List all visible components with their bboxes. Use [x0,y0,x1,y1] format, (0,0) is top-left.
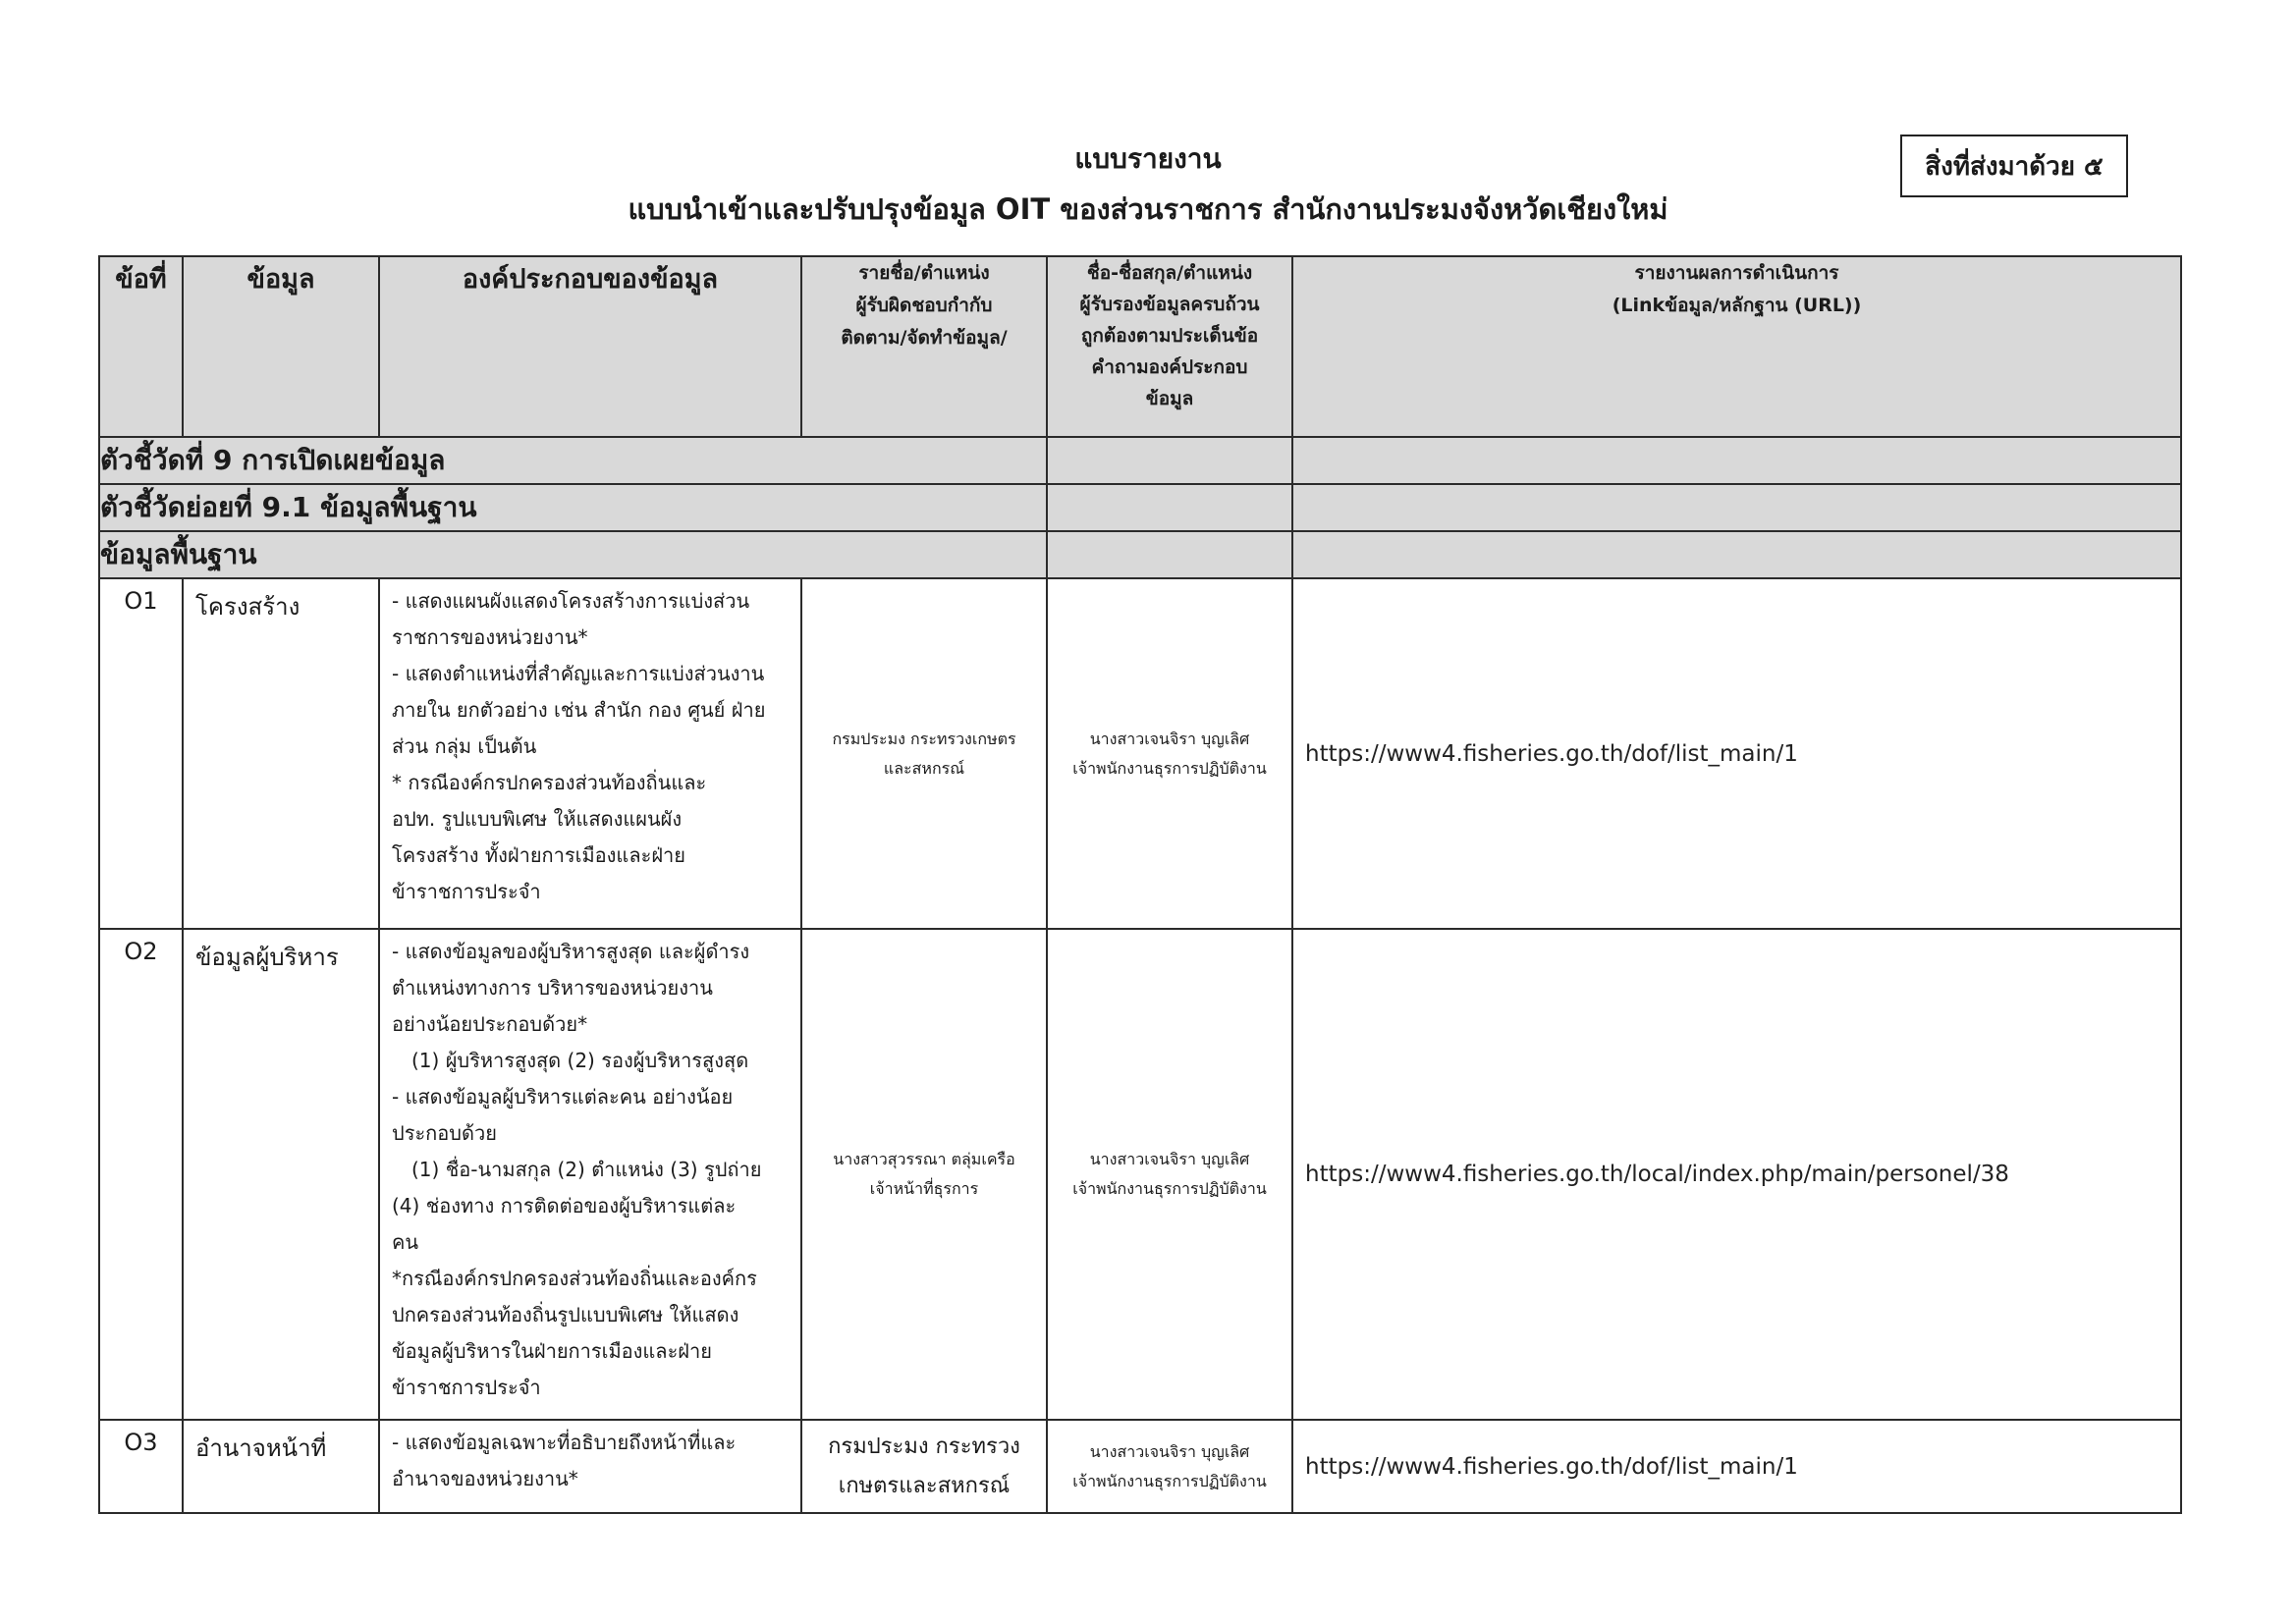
row-certifier: นางสาวเจนจิรา บุญเลิศ เจ้าพนักงานธุรการปฏิบัติงาน [1047,578,1292,929]
row-topic: ข้อมูลผู้บริหาร [183,929,379,1420]
report-title: แบบรายงาน [1074,142,1222,175]
row-number: O1 [99,578,183,929]
row-components: - แสดงแผนผังแสดงโครงสร้างการแบ่งส่วน ราชการของหน่วยงาน* - แสดงตำแหน่งที่สำคัญและการแบ่งส่วนงาน ภายใน ยกตัวอย่าง เช่น สำนัก กอง ศูนย์ ฝ่าย ส่วน กลุ่ม เป็นต้น * กรณีองค์กรปกครองส่วนท้องถิ่นและ อปท. รูปแบบพิเศษ ให้แสดงแผนผัง โครงสร้าง ทั้งฝ่ายการเมืองและฝ่าย ข้าราชการประจำ [379,578,801,929]
section-row [99,484,2181,531]
table-row [99,929,2181,1420]
col-header-components: องค์ประกอบของข้อมูล [379,256,801,437]
row-certifier: นางสาวเจนจิรา บุญเลิศ เจ้าพนักงานธุรการปฏิบัติงาน [1047,929,1292,1420]
row-certifier: นางสาวเจนจิรา บุญเลิศ เจ้าพนักงานธุรการปฏิบัติงาน [1047,1420,1292,1513]
attachment-label: สิ่งที่ส่งมาด้วย ๕ [1900,135,2128,197]
report-subtitle: แบบนำเข้าและปรับปรุงข้อมูล OIT ของส่วนราชการ สำนักงานประมงจังหวัดเชียงใหม่ [628,192,1668,226]
section-row [99,437,2181,484]
row-url[interactable]: https://www4.fisheries.go.th/local/index.php/main/personel/38 [1292,929,2181,1420]
row-responsible: กรมประมง กระทรวงเกษตร และสหกรณ์ [801,578,1047,929]
col-header-responsible: รายชื่อ/ตำแหน่ง ผู้รับผิดชอบกำกับ ติดตาม/จัดทำข้อมูล/ [801,256,1047,437]
table-row [99,578,2181,929]
row-url[interactable]: https://www4.fisheries.go.th/dof/list_main/1 [1292,1420,2181,1513]
row-number: O3 [99,1420,183,1513]
section-sub-indicator-9-1: ตัวชี้วัดย่อยที่ 9.1 ข้อมูลพื้นฐาน [99,484,1047,531]
row-components: - แสดงข้อมูลเฉพาะที่อธิบายถึงหน้าที่และ อำนาจของหน่วยงาน* [379,1420,801,1513]
section-indicator-9: ตัวชี้วัดที่ 9 การเปิดเผยข้อมูล [99,437,1047,484]
section-row [99,531,2181,578]
col-header-certifier: ชื่อ-ชื่อสกุล/ตำแหน่ง ผู้รับรองข้อมูลครบถ้วน ถูกต้องตามประเด็นข้อ คำถามองค์ประกอบ ข้อมูล [1047,256,1292,437]
row-responsible: นางสาวสุวรรณา ตลุ่มเครือ เจ้าหน้าที่ธุรการ [801,929,1047,1420]
col-header-data: ข้อมูล [183,256,379,437]
row-responsible: กรมประมง กระทรวง เกษตรและสหกรณ์ [801,1420,1047,1513]
row-topic: โครงสร้าง [183,578,379,929]
row-number: O2 [99,929,183,1420]
row-topic: อำนาจหน้าที่ [183,1420,379,1513]
table-row [99,1420,2181,1513]
row-url[interactable]: https://www4.fisheries.go.th/dof/list_main/1 [1292,578,2181,929]
table-header-row [99,256,2181,437]
section-basic-info: ข้อมูลพื้นฐาน [99,531,1047,578]
row-components: - แสดงข้อมูลของผู้บริหารสูงสุด และผู้ดำรง ตำแหน่งทางการ บริหารของหน่วยงาน อย่างน้อยประกอบด้วย* (1) ผู้บริหารสูงสุด (2) รองผู้บริหารสูงสุด - แสดงข้อมูลผู้บริหารแต่ละคน อย่างน้อย ประกอบด้วย (1) ชื่อ-นามสกุล (2) ตำแหน่ง (3) รูปถ่าย (4) ช่องทาง การติดต่อของผู้บริหารแต่ละ คน *กรณีองค์กรปกครองส่วนท้องถิ่นและองค์กร ปกครองส่วนท้องถิ่นรูปแบบพิเศษ ให้แสดง ข้อมูลผู้บริหารในฝ่ายการเมืองและฝ่าย ข้าราชการประจำ [379,929,801,1420]
col-header-no: ข้อที่ [99,256,183,437]
col-header-report: รายงานผลการดำเนินการ (Linkข้อมูล/หลักฐาน (URL)) [1292,256,2181,437]
oit-data-table [98,255,2182,1514]
